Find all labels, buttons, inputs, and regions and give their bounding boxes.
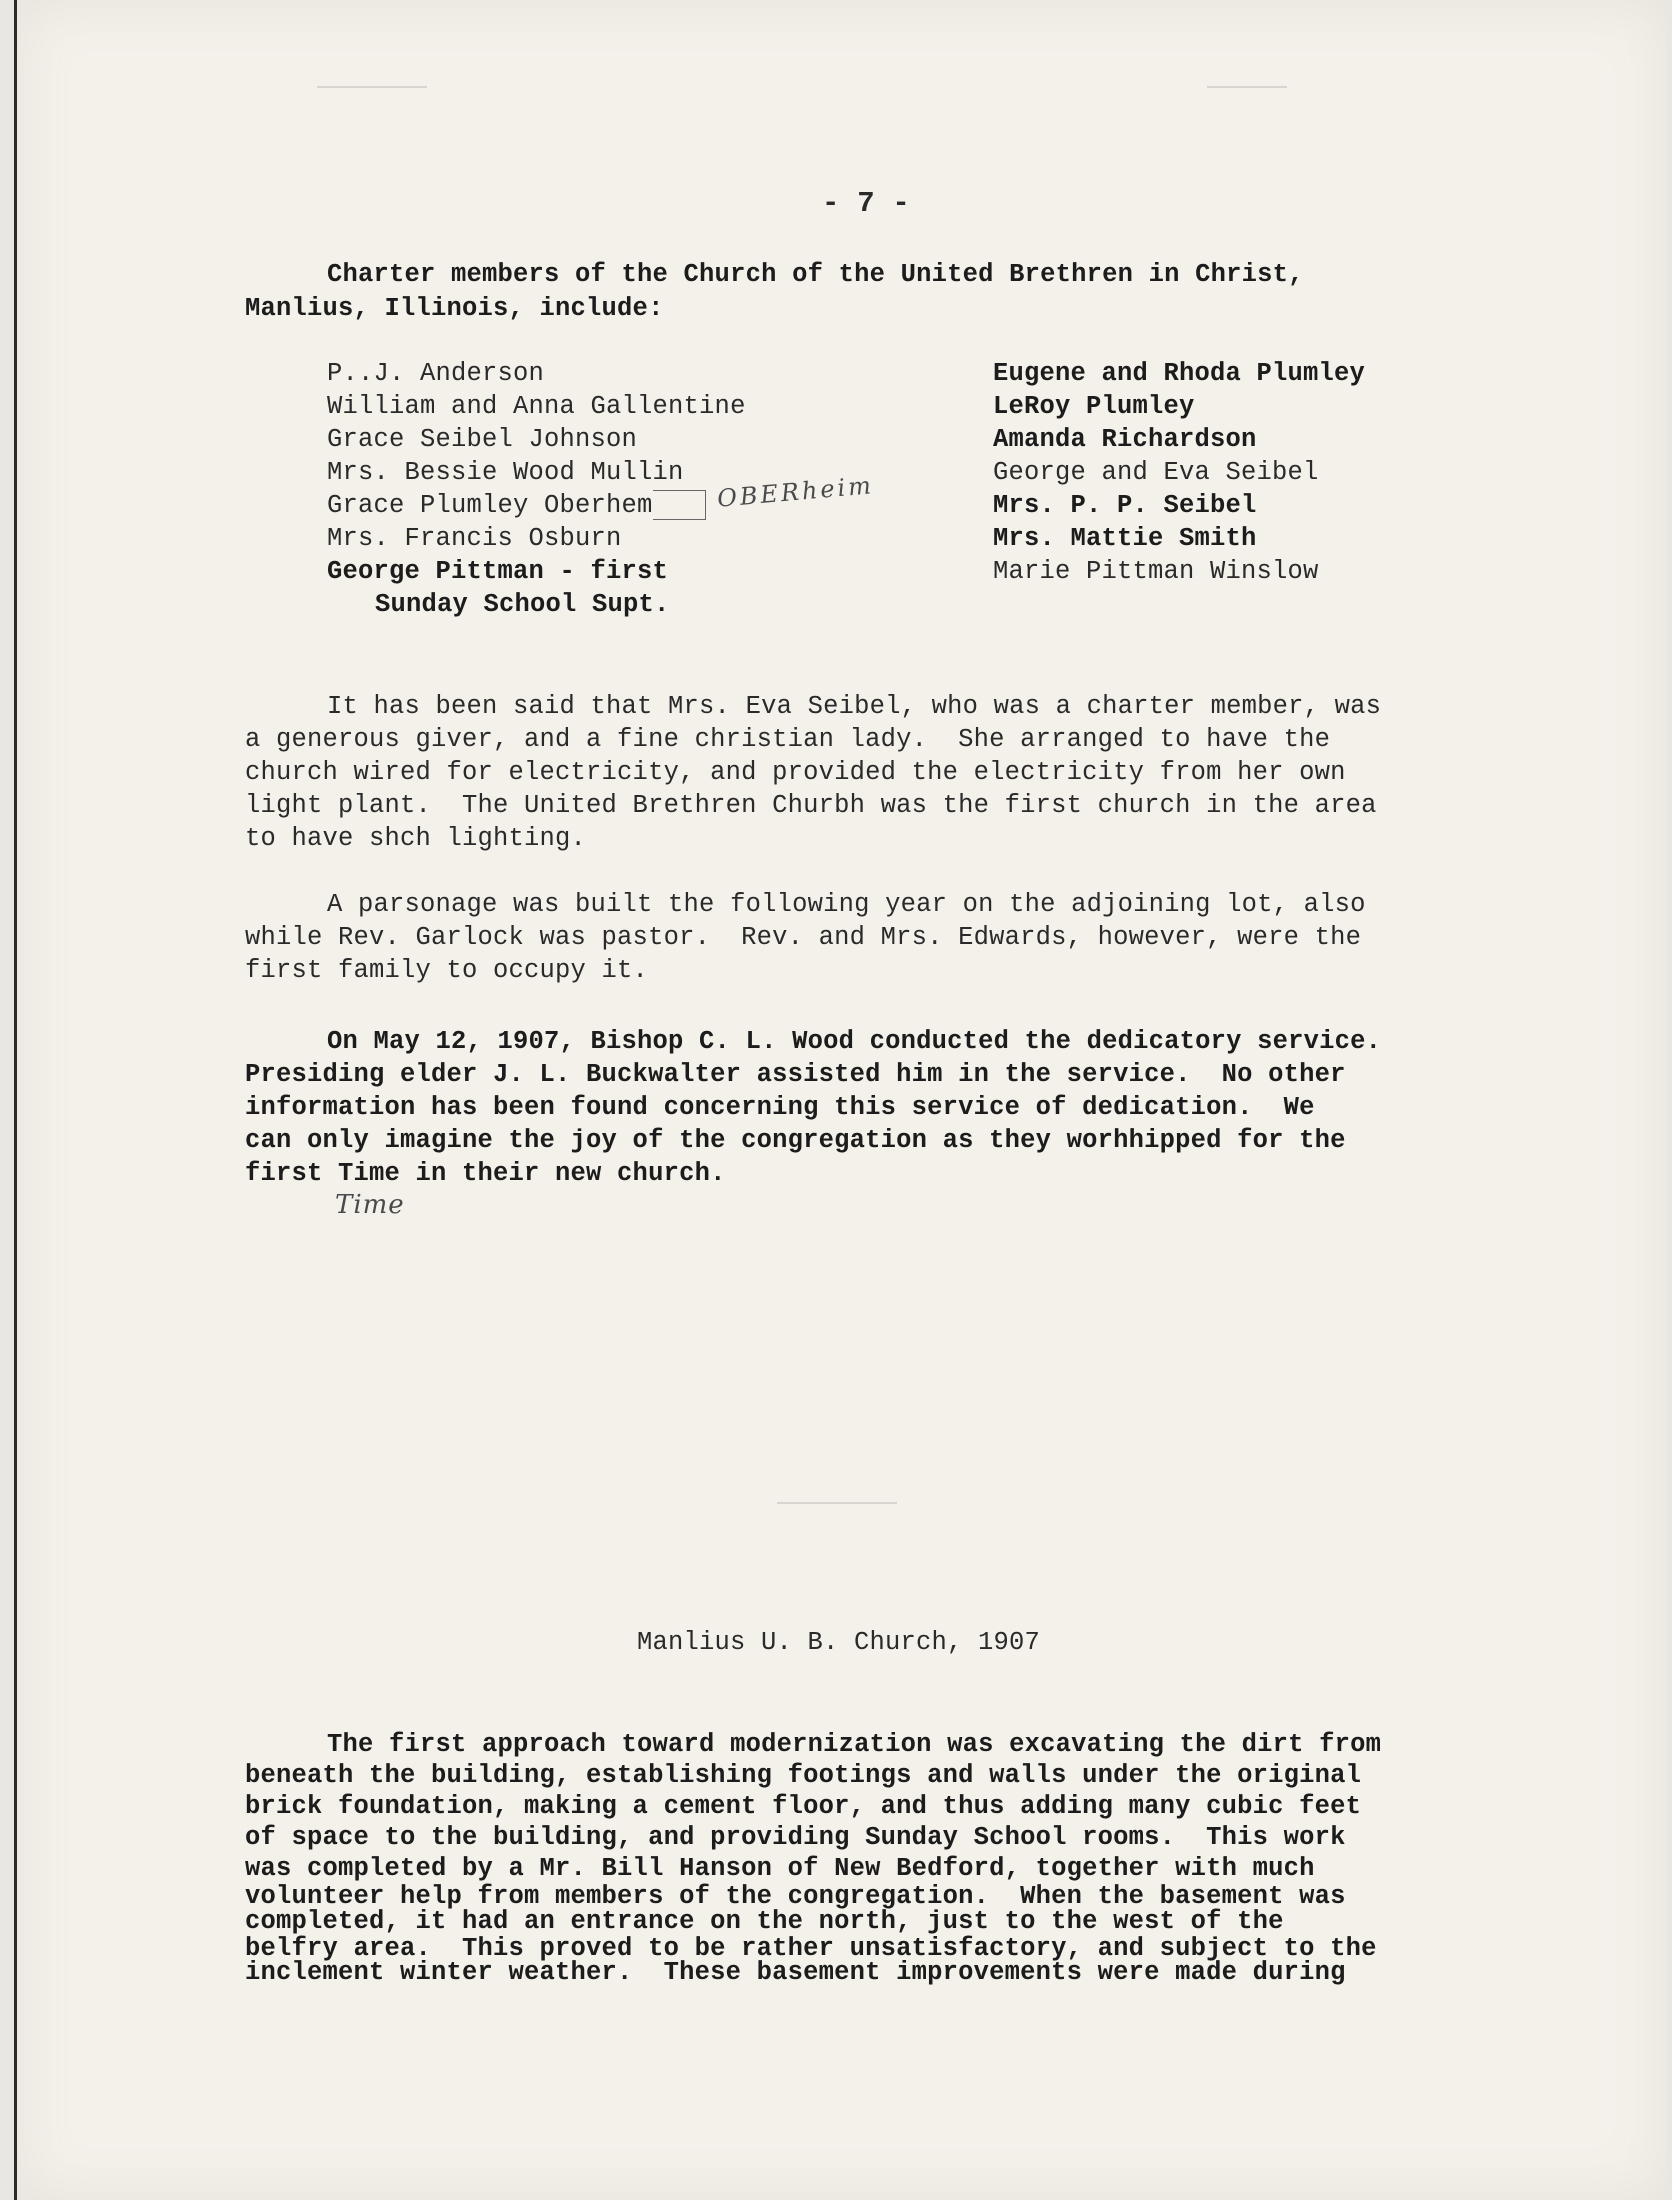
scan-mark <box>1207 86 1287 88</box>
member-right: Marie Pittman Winslow <box>993 557 1319 586</box>
paragraph-3-line: can only imagine the joy of the congregation as they worhhipped for the <box>245 1126 1346 1155</box>
paragraph-3-line: Presiding elder J. L. Buckwalter assisted him in the service. No other <box>245 1060 1346 1089</box>
paragraph-4-line: brick foundation, making a cement floor, and thus adding many cubic feet <box>245 1792 1362 1821</box>
page-number: - 7 - <box>822 187 911 220</box>
paragraph-1-line: It has been said that Mrs. Eva Seibel, who was a charter member, was <box>327 692 1382 721</box>
paragraph-3-line: On May 12, 1907, Bishop C. L. Wood conducted the dedicatory service. <box>327 1027 1382 1056</box>
paragraph-2-line: first family to occupy it. <box>245 956 649 985</box>
paragraph-2-line: A parsonage was built the following year on the adjoining lot, also <box>327 890 1366 919</box>
document-page <box>14 0 1667 2200</box>
member-left: William and Anna Gallentine <box>327 392 746 421</box>
member-left: Grace Seibel Johnson <box>327 425 638 454</box>
member-left: Mrs. Francis Osburn <box>327 524 622 553</box>
paragraph-4-line: beneath the building, establishing footings and walls under the original <box>245 1761 1362 1790</box>
paragraph-1-line: to have shch lighting. <box>245 824 587 853</box>
member-left: Sunday School Supt. <box>375 590 670 619</box>
member-left: Mrs. Bessie Wood Mullin <box>327 458 684 487</box>
paragraph-4-line: completed, it had an entrance on the north, just to the west of the <box>245 1907 1284 1936</box>
paragraph-4-line: volunteer help from members of the congregation. When the basement was <box>245 1882 1346 1911</box>
paragraph-1-line: church wired for electricity, and provided the electricity from her own <box>245 758 1346 787</box>
paragraph-4-line: was completed by a Mr. Bill Hanson of New Bedford, together with much <box>245 1854 1315 1883</box>
paragraph-4-line: of space to the building, and providing Sunday School rooms. This work <box>245 1823 1346 1852</box>
member-right: Amanda Richardson <box>993 425 1257 454</box>
member-right: George and Eva Seibel <box>993 458 1319 487</box>
scan-mark <box>317 86 427 88</box>
photo-caption: Manlius U. B. Church, 1907 <box>637 1628 1041 1657</box>
paragraph-3-line: first Time in their new church. <box>245 1159 726 1188</box>
member-right: LeRoy Plumley <box>993 392 1195 421</box>
member-right: Mrs. P. P. Seibel <box>993 491 1257 520</box>
intro-line-1: Charter members of the Church of the United Brethren in Christ, <box>327 260 1304 289</box>
paragraph-3-line: information has been found concerning this service of dedication. We <box>245 1093 1315 1122</box>
paragraph-2-line: while Rev. Garlock was pastor. Rev. and Mrs. Edwards, however, were the <box>245 923 1362 952</box>
paragraph-1-line: a generous giver, and a fine christian lady. She arranged to have the <box>245 725 1331 754</box>
member-left: George Pittman - first <box>327 557 669 586</box>
correction-bracket <box>653 490 706 520</box>
member-left: Grace Plumley Oberhem <box>327 491 653 520</box>
paragraph-4-line: inclement winter weather. These basement improvements were made during <box>245 1958 1346 1987</box>
scan-mark <box>777 1502 897 1504</box>
handwritten-correction-time: Time <box>335 1190 405 1220</box>
member-right: Eugene and Rhoda Plumley <box>993 359 1366 388</box>
member-left: P..J. Anderson <box>327 359 545 388</box>
paragraph-4-line: belfry area. This proved to be rather unsatisfactory, and subject to the <box>245 1934 1377 1963</box>
handwritten-correction-oberheim: OBERheim <box>716 471 875 513</box>
paragraph-4-line: The first approach toward modernization was excavating the dirt from <box>327 1730 1382 1759</box>
paragraph-1-line: light plant. The United Brethren Churbh was the first church in the area <box>245 791 1377 820</box>
member-right: Mrs. Mattie Smith <box>993 524 1257 553</box>
intro-line-2: Manlius, Illinois, include: <box>245 294 664 323</box>
